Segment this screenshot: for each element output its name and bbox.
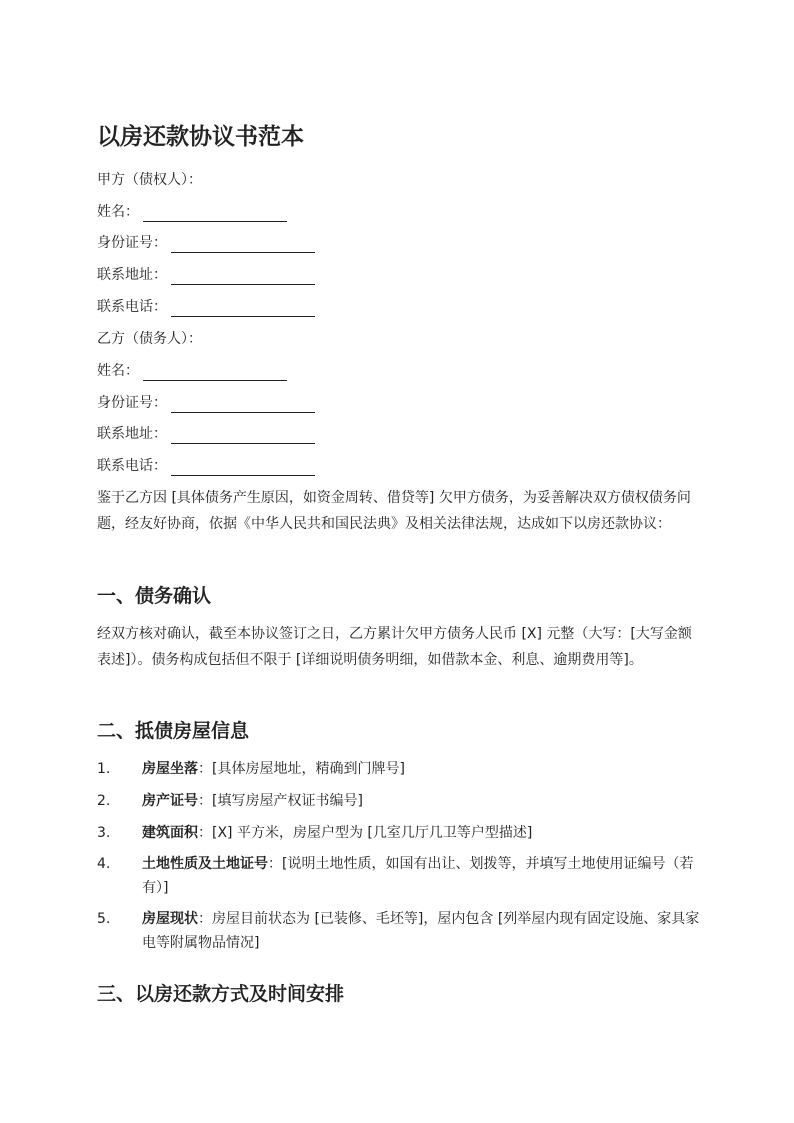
party-b-heading: 乙方（债务人）： — [97, 331, 202, 347]
list-item — [97, 907, 703, 955]
list-item-text: ：[X] 平方米，房屋户型为 [几室几厅几卫等户型描述] — [198, 825, 533, 841]
party-b-phone-blank — [171, 459, 315, 476]
party-b-address-label: 联系地址： — [97, 426, 167, 442]
party-a-name-blank — [143, 205, 287, 222]
list-item-text: ：[填写房屋产权证书编号] — [198, 793, 363, 809]
list-item-text: ：房屋目前状态为 [已装修、毛坯等]，屋内包含 [列举屋内现有固定设施、家具家电等附属物品情况] — [142, 911, 700, 951]
list-item-term: 房产证号 — [142, 793, 198, 809]
party-b-id-label: 身份证号： — [97, 395, 167, 411]
list-item-term: 房屋现状 — [142, 911, 198, 927]
list-item-term: 房屋坐落 — [142, 761, 198, 777]
party-b-name-blank — [143, 364, 287, 381]
list-item — [97, 852, 703, 900]
party-a-address-row — [97, 265, 315, 285]
list-item-number: 3. — [97, 825, 111, 841]
party-a-heading: 甲方（债权人）： — [97, 172, 202, 188]
section-1-paragraph: 经双方核对确认，截至本协议签订之日，乙方累计欠甲方债务人民币 [X] 元整（大写：[大写金额表述]）。债务构成包括但不限于 [详细说明债务明细，如借款本金、利息、逾期费用等]。 — [97, 626, 692, 668]
party-a-name-row — [97, 202, 287, 222]
list-item — [97, 821, 703, 845]
party-a-address-label: 联系地址： — [97, 267, 167, 283]
party-a-name-label: 姓名： — [97, 204, 139, 220]
intro-paragraph: 鉴于乙方因 [具体债务产生原因，如资金周转、借贷等] 欠甲方债务，为妥善解决双方债权债务问题，经友好协商，依据《中华人民共和国民法典》及相关法律法规，达成如下以房还款协议： — [97, 490, 691, 532]
list-item — [97, 757, 703, 781]
list-item-number: 4. — [97, 856, 111, 872]
party-b-address-blank — [171, 427, 315, 444]
section-2-heading: 二、抵债房屋信息 — [97, 720, 250, 742]
party-b-id-row — [97, 393, 315, 413]
party-b-name-label: 姓名： — [97, 363, 139, 379]
party-a-phone-row — [97, 297, 315, 317]
party-a-address-blank — [171, 268, 315, 285]
party-b-phone-label: 联系电话： — [97, 458, 167, 474]
list-item-term: 土地性质及土地证号 — [142, 856, 268, 872]
list-item-number: 1. — [97, 761, 111, 777]
list-item — [97, 789, 703, 813]
list-item-term: 建筑面积 — [142, 825, 198, 841]
party-a-phone-label: 联系电话： — [97, 299, 167, 315]
document-title: 以房还款协议书范本 — [97, 124, 304, 150]
section-1-heading: 一、债务确认 — [97, 585, 212, 607]
party-b-phone-row — [97, 456, 315, 476]
party-b-id-blank — [171, 396, 315, 413]
list-item-text: ：[说明土地性质，如国有出让、划拨等，并填写土地使用证编号（若有）] — [142, 856, 694, 896]
party-a-id-row — [97, 233, 315, 253]
list-item-number: 2. — [97, 793, 111, 809]
party-b-name-row — [97, 361, 287, 381]
list-item-text: ：[具体房屋地址，精确到门牌号] — [198, 761, 405, 777]
party-a-id-label: 身份证号： — [97, 235, 167, 251]
list-item-number: 5. — [97, 911, 111, 927]
party-a-id-blank — [171, 236, 315, 253]
party-b-address-row — [97, 424, 315, 444]
party-a-phone-blank — [171, 300, 315, 317]
section-3-heading: 三、以房还款方式及时间安排 — [97, 983, 345, 1005]
